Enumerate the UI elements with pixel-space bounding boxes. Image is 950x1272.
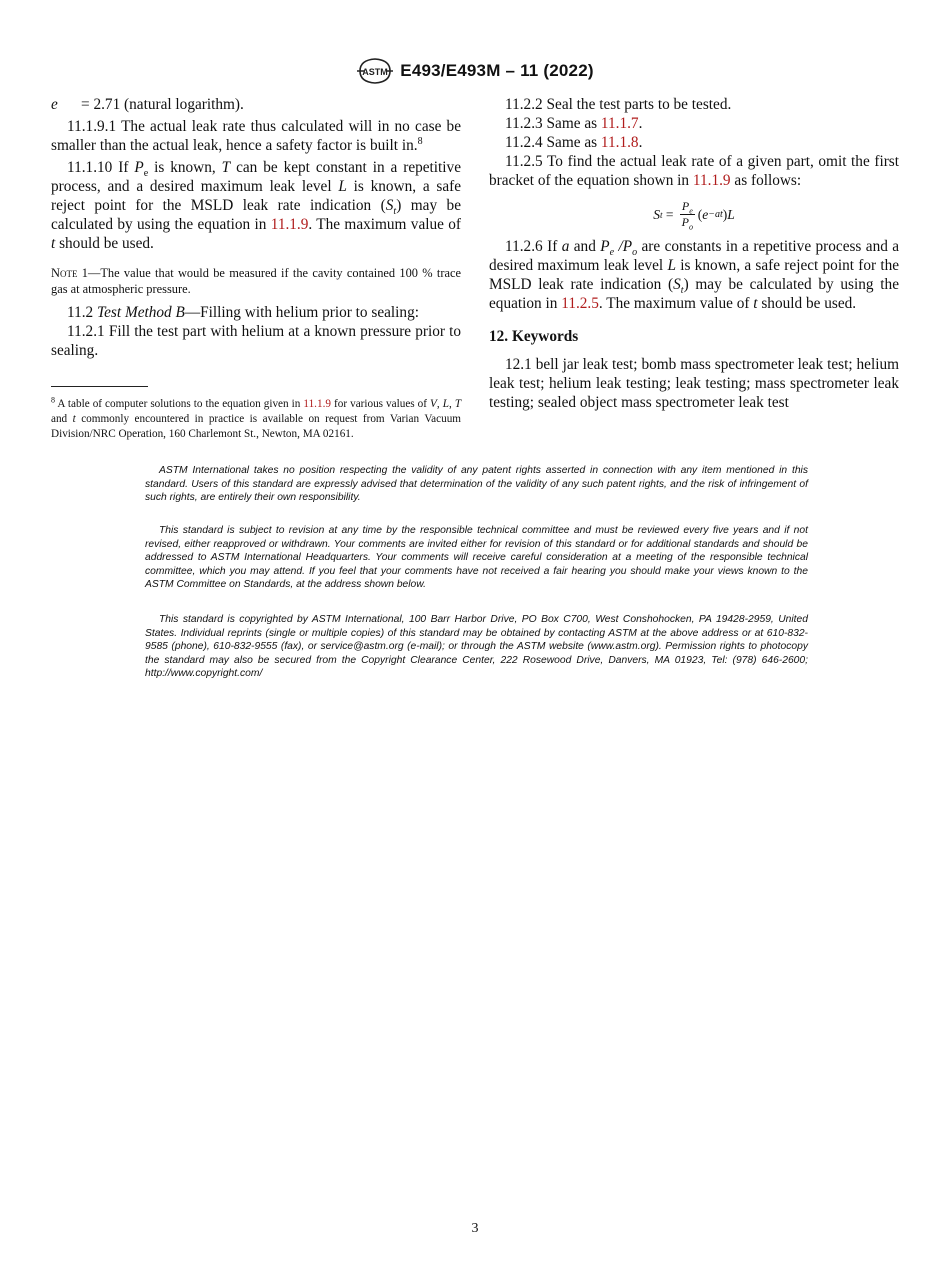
paragraph-11-2-2: 11.2.2 Seal the test parts to be tested. <box>505 96 732 113</box>
variable-definition <box>51 95 461 114</box>
paragraph-11-2-1: 11.2.1 Fill the test part with helium at a known pressure prior to sealing. <box>51 323 461 359</box>
footnote-link-11-1-9[interactable]: 11.1.9 <box>303 398 331 410</box>
note-1: Note 1—The value that would be measured if the cavity contained 100 % trace gas at atmospheric pressure. <box>51 266 461 296</box>
svg-text:ASTM: ASTM <box>362 67 389 77</box>
section-number: 11.2 <box>67 304 94 321</box>
section-link-11-1-9[interactable]: 11.1.9 <box>270 216 309 233</box>
section-number: 11.2.1 <box>67 323 105 340</box>
revision-notice: This standard is subject to revision at any time by the responsible technical committee and must be reviewed every five years and if not revised, either reapproved or withdrawn. Your comments are invited either for revision of this standard or for additional standards and should be addressed to ASTM International Headquarters. Your comments will receive careful consideration at a meeting of the responsible technical committee, which you may attend. If you feel that your comments have not received a fair hearing you should make your views known to the ASTM Committee on Standards, at the address shown below. <box>145 525 808 591</box>
copyright-notice: This standard is copyrighted by ASTM International, 100 Barr Harbor Drive, PO Box C700, West Conshohocken, PA 19428-2959, United States. Individual reprints (single or multiple copies) of this standard may be obtained by contacting ASTM at the above address or at 610-832-9585 (phone), 610-832-9555 (fax), or service@astm.org (e-mail); or through the ASTM website (www.astm.org). Permission rights to photocopy the standard may also be secured from the Copyright Clearance Center, 222 Rosewood Drive, Danvers, MA 01923, Tel: (978) 646-2600; http://www.copyright.com/ <box>145 614 808 680</box>
paragraph-11-1-9-1: 11.1.9.1 The actual leak rate thus calculated will in no case be smaller than the actual leak, hence a safety factor is built in.$^8$ <box>51 118 461 154</box>
footnote-marker: 8 <box>51 395 55 405</box>
reject-point-equation: S t = $\frac{P_e}{P_o}$ ( e −at ) L <box>653 199 735 232</box>
astm-logo-icon <box>356 56 394 86</box>
footnote-divider <box>51 386 148 387</box>
paragraph-12-1: 12.1 bell jar leak test; bomb mass spectrometer leak test; helium leak test; helium leak testing; leak testing; mass spectrometer leak testing; sealed object mass spectrometer leak test <box>489 356 899 411</box>
section-link-11-1-7[interactable]: 11.1.7 <box>600 115 639 132</box>
page-number: 3 <box>471 1221 479 1236</box>
variable-symbol: e <box>51 96 58 113</box>
section-number: 11.2.3 <box>505 115 543 132</box>
section-number: 11.2.5 <box>505 153 543 170</box>
left-column <box>51 95 461 360</box>
patent-notice: ASTM International takes no position respecting the validity of any patent rights asserted in connection with any item mentioned in this standard. Users of this standard are expressly advised that determination of the validity of any such patent rights, and the risk of infringement of such rights, are entirely their own responsibility. <box>145 465 808 504</box>
section-number: 11.2.2 <box>505 96 543 113</box>
paragraph-11-2-5: 11.2.5 To find the actual leak rate of a given part, omit the first bracket of the equation shown in 11.1.9 as follows: <box>489 153 899 189</box>
right-column <box>489 95 899 412</box>
section-link-11-1-8[interactable]: 11.1.8 <box>600 134 639 151</box>
page-header <box>0 56 950 86</box>
note-label: Note 1 <box>51 266 88 280</box>
paragraph-11-2: 11.2 Test Method B—Filling with helium prior to sealing: <box>67 304 419 321</box>
paragraph-11-2-6: 11.2.6 If a and $P_e$ $/P_o$ are constants in a repetitive process and a desired maximum leak level L is known, a safe reject point for the MSLD leak rate indication $(S_t)$ may be calculated by using the equation in 11.2.5. The maximum value of t should be used. <box>489 238 900 312</box>
document-title: E493/E493M – 11 (2022) <box>400 61 594 80</box>
section-number: 11.2.6 <box>505 238 543 255</box>
keywords-heading: 12. Keywords <box>489 328 579 345</box>
section-link-11-2-5[interactable]: 11.2.5 <box>561 295 599 312</box>
paragraph-11-2-3: 11.2.3 Same as 11.1.7. <box>505 115 643 132</box>
footnote-8: $^8$ A table of computer solutions to the equation given in 11.1.9 for various values of V, L, T and t commonly encountered in practice is available on request from Varian Vacuum Division/NRC Operation, 160 Charlemont St., Newton, MA 02161. <box>51 395 462 440</box>
section-number: 11.2.4 <box>505 134 543 151</box>
paragraph-11-2-4: 11.2.4 Same as 11.1.8. <box>505 134 643 151</box>
paragraph-11-1-10: 11.1.10 If $P_e$ is known, T can be kept constant in a repetitive process, and a desired maximum leak level L is known, a safe reject point for the MSLD leak rate indication $(S_t)$ may be calculated by using the equation in 11.1.9. The maximum value of t should be used. <box>51 159 461 252</box>
section-link-11-1-9[interactable]: 11.1.9 <box>692 172 731 189</box>
section-number: 11.1.10 <box>67 159 113 176</box>
variable-meaning: = 2.71 (natural logarithm). <box>81 96 244 113</box>
section-number: 11.1.9.1 <box>67 118 117 135</box>
pressure-fraction: $\frac{P_e}{P_o}$ <box>681 199 693 232</box>
footnote-ref: 8 <box>417 135 423 147</box>
section-number: 12.1 <box>505 356 532 373</box>
